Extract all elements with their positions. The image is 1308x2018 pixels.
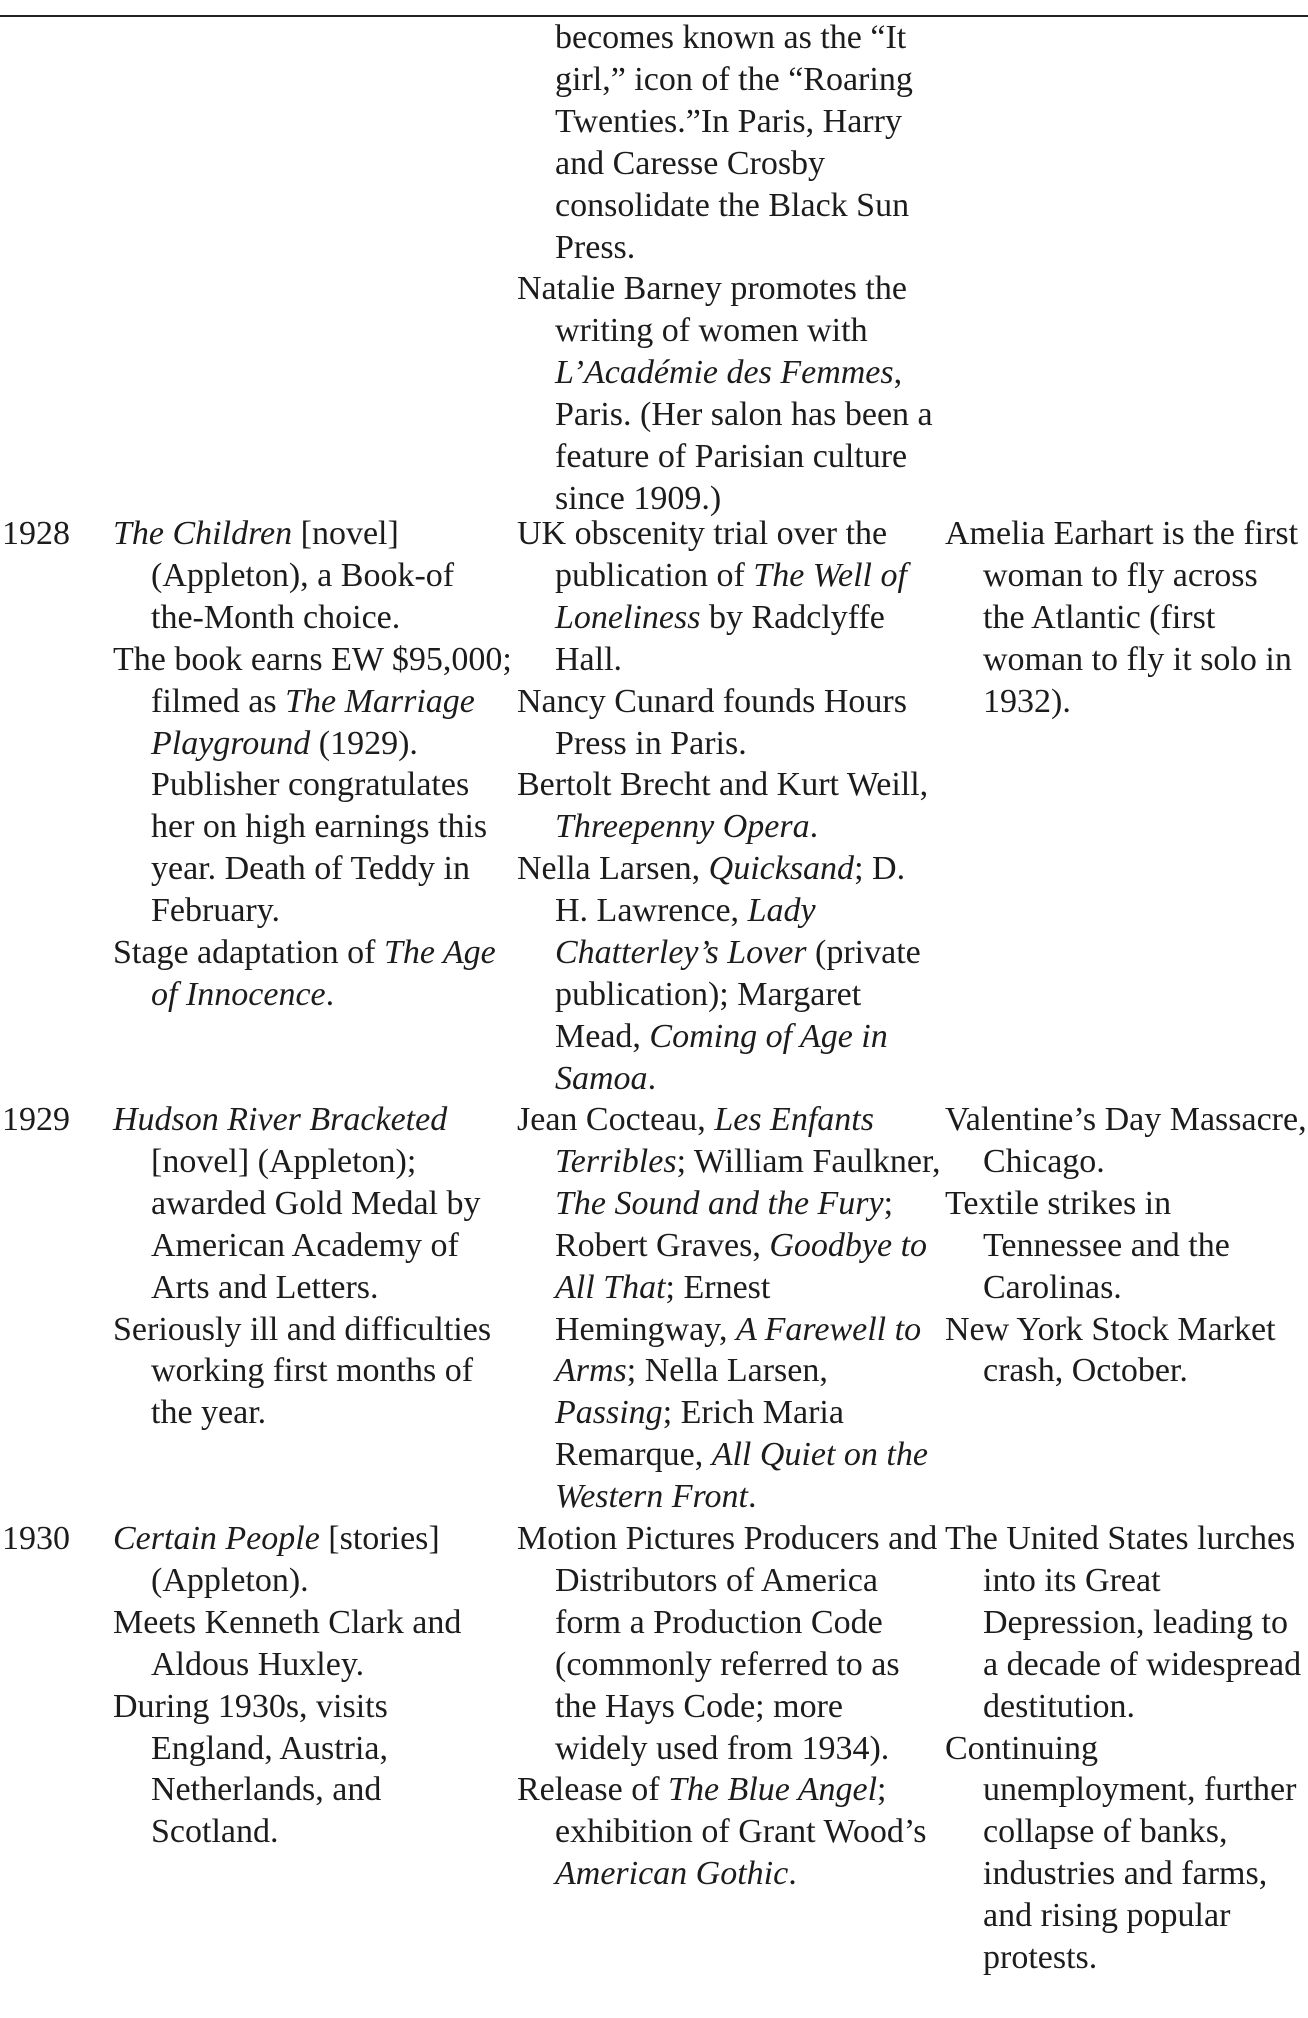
life-column: [113, 513, 513, 1016]
life-entry: Meets Kenneth Clark and Aldous Huxley.: [113, 1603, 462, 1683]
life-entry: Seriously ill and difficulties working first months of the year.: [113, 1310, 492, 1432]
literature-column: [517, 17, 942, 520]
life-column: [113, 1099, 513, 1434]
history-column: [945, 1099, 1307, 1392]
literature-entry: Release of The Blue Angel; exhibition of Grant Wood’s American Gothic.: [517, 1771, 927, 1893]
literature-column: [517, 1518, 942, 1895]
history-entry: New York Stock Market crash, October.: [945, 1310, 1276, 1390]
life-entry: Hudson River Bracketed [novel] (Appleton); awarded Gold Medal by American Academy of Arts and Letters.: [113, 1101, 481, 1306]
literature-entry: Nella Larsen, Quicksand; D. H. Lawrence, Lady Chatterley’s Lover (private publication); Margaret Mead, Coming of Age in Samoa.: [517, 850, 921, 1097]
literature-entry: Jean Cocteau, Les Enfants Terribles; William Faulkner, The Sound and the Fury; Robert Graves, Goodbye to All That; Ernest Hemingway, A Farewell to Arms; Nella Larsen, Passing; Erich Maria Remarque, All Quiet on the Western Front.: [517, 1101, 941, 1516]
year-label: 1929: [2, 1101, 70, 1138]
literature-column: [517, 513, 942, 1100]
life-entry: Certain People [stories] (Appleton).: [113, 1520, 440, 1599]
table-row-1930: [0, 1518, 1308, 2018]
year-label: 1928: [2, 515, 70, 552]
literature-column: [517, 1099, 942, 1518]
history-column: [945, 1518, 1307, 1979]
table-row-1928: [0, 513, 1308, 1099]
life-column: [113, 1518, 513, 1853]
literature-entry: UK obscenity trial over the publication of The Well of Loneliness by Radclyffe Hall.: [517, 515, 907, 678]
chronology-table: [0, 17, 1308, 2018]
literature-entry: Nancy Cunard founds Hours Press in Paris.: [517, 682, 907, 762]
year-column: [2, 513, 102, 555]
life-entry: The Children [novel] (Appleton), a Book-of the-Month choice.: [113, 515, 455, 636]
year-label: 1930: [2, 1520, 70, 1557]
table-row-1929: [0, 1099, 1308, 1518]
life-entry: Stage adaptation of The Age of Innocence.: [113, 934, 496, 1013]
year-column: [2, 1099, 102, 1141]
history-entry: Valentine’s Day Massacre, Chicago.: [945, 1101, 1307, 1180]
literature-entry: Bertolt Brecht and Kurt Weill, Threepenny Opera.: [517, 766, 929, 846]
literature-entry: becomes known as the “It girl,” icon of the “Roaring Twenties.”In Paris, Harry and Caresse Crosby consolidate the Black Sun Press.: [555, 19, 913, 266]
literature-entry: Motion Pictures Producers and Distributors of America form a Production Code (commonly referred to as the Hays Code; more widely used from 1934).: [517, 1520, 938, 1767]
history-entry: Continuing unemployment, further collapse of banks, industries and farms, and rising popular protests.: [945, 1729, 1297, 1977]
table-row-continued: [0, 17, 1308, 517]
history-entry: Textile strikes in Tennessee and the Carolinas.: [945, 1184, 1230, 1306]
literature-entry: Natalie Barney promotes the writing of women with L’Académie des Femmes, Paris. (Her salon has been a feature of Parisian culture since 1909.): [517, 270, 933, 517]
year-column: [2, 1518, 102, 1560]
life-entry: The book earns EW $95,000; filmed as The Marriage Playground (1929). Publisher congratulates her on high earnings this year. Death of Teddy in February.: [113, 640, 512, 930]
history-column: [945, 513, 1307, 723]
history-entry: Amelia Earhart is the first woman to fly across the Atlantic (first woman to fly it solo in 1932).: [945, 515, 1299, 720]
history-entry: The United States lurches into its Great Depression, leading to a decade of widespread destitution.: [945, 1520, 1302, 1725]
life-entry: During 1930s, visits England, Austria, Netherlands, and Scotland.: [113, 1687, 389, 1851]
